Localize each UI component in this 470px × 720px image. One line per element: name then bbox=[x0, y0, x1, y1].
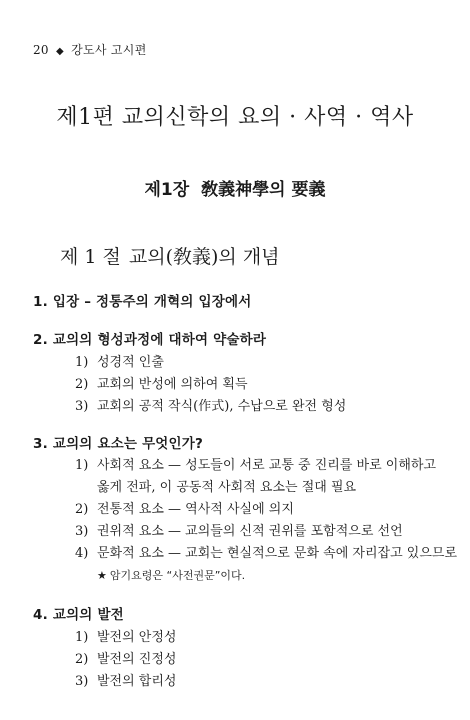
chapter-name: 敎義神學의 要義 bbox=[201, 180, 326, 200]
chapter-title bbox=[0, 175, 470, 200]
list-item: 1) 사회적 요소 — 성도들이 서로 교통 중 진리를 바로 이해하고 bbox=[75, 458, 437, 473]
heading-4: 4. 교의의 발전 bbox=[33, 607, 124, 623]
heading-1: 1. 입장 – 정통주의 개혁의 입장에서 bbox=[33, 294, 252, 310]
running-head bbox=[33, 41, 147, 58]
section-title bbox=[60, 242, 280, 269]
chapter-number: 제1장 bbox=[144, 180, 190, 200]
book-title: 강도사 고시편 bbox=[71, 43, 147, 57]
heading-3: 3. 교의의 요소는 무엇인가? bbox=[33, 436, 204, 452]
list-item: 3) 발전의 합리성 bbox=[75, 674, 177, 689]
list-item: 2) 발전의 진정성 bbox=[75, 652, 177, 667]
diamond-separator: ◆ bbox=[56, 46, 64, 57]
heading-2: 2. 교의의 형성과정에 대하여 약술하라 bbox=[33, 332, 267, 348]
page-number: 20 bbox=[33, 43, 49, 57]
list-item: 4) 문화적 요소 — 교회는 현실적으로 문화 속에 자리잡고 있으므로 bbox=[75, 546, 458, 561]
list-item: 3) 교회의 공적 작식(作式), 수납으로 완전 형성 bbox=[75, 399, 347, 414]
section-name: 교의(敎義)의 개념 bbox=[128, 246, 280, 268]
list-item: 1) 성경적 인출 bbox=[75, 355, 164, 370]
list-item: 3) 권위적 요소 — 교의들의 신적 권위를 포함적으로 선언 bbox=[75, 524, 403, 539]
list-item: 2) 전통적 요소 — 역사적 사실에 의지 bbox=[75, 502, 294, 517]
list-item: 2) 교회의 반성에 의하여 획득 bbox=[75, 377, 248, 392]
part-title: 제1편 교의신학의 요의 · 사역 · 역사 bbox=[56, 105, 414, 130]
list-item-continuation: 옳게 전파, 이 공동적 사회적 요소는 절대 필요 bbox=[97, 480, 357, 495]
list-item: 1) 발전의 안정성 bbox=[75, 630, 177, 645]
section-number: 제 1 절 bbox=[60, 246, 121, 268]
memory-tip-note bbox=[97, 567, 245, 583]
memory-tip-text: 암기요령은 “사전권문”이다. bbox=[109, 569, 246, 582]
star-icon: ★ bbox=[97, 569, 107, 582]
